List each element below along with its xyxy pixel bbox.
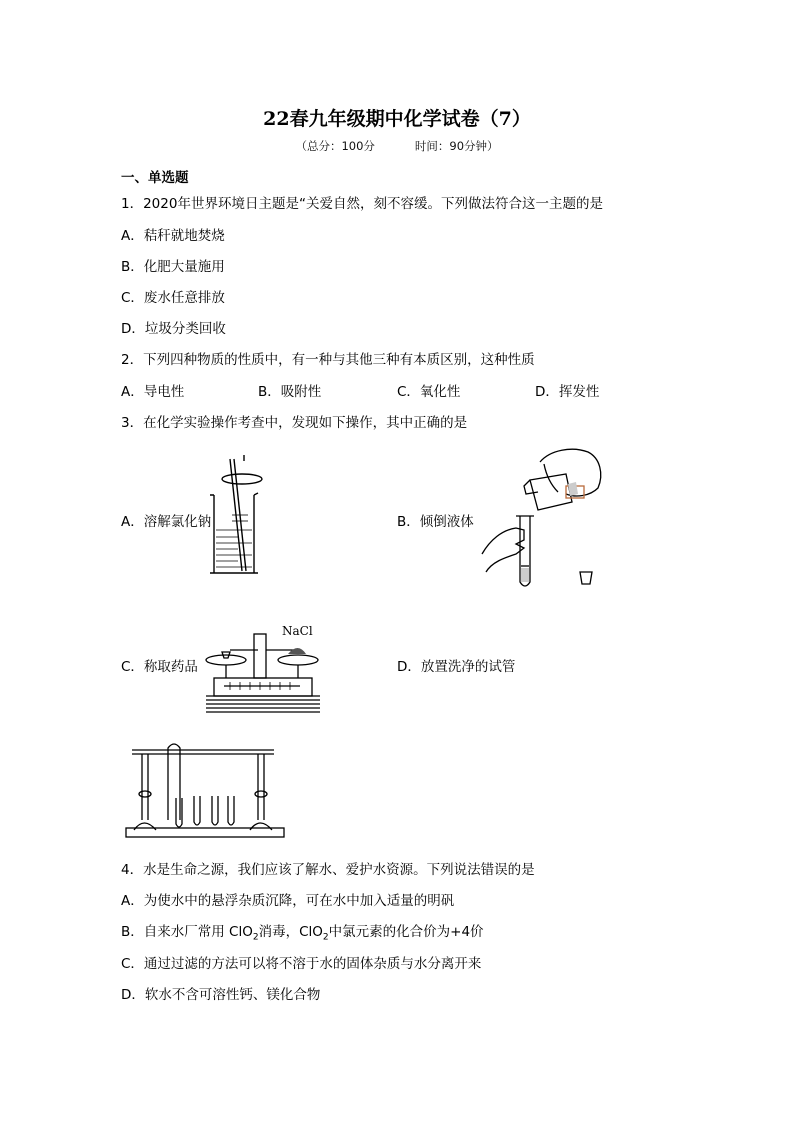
q4-option-b-prefix: B．自来水厂常用 ClO [121,924,253,940]
q4-option-b-middle: 消毒，ClO [258,924,323,940]
q2-option-b: B．吸附性 [258,384,322,400]
q3-option-c: C．称取药品 [121,659,198,675]
q2-option-c: C．氧化性 [397,384,461,400]
subscript-2: 2 [322,932,329,943]
test-tube-rack-figure [124,740,288,840]
subscript-2: 2 [252,932,259,943]
q4-option-c: C．通过过滤的方法可以将不溶于水的固体杂质与水分离开来 [121,956,482,972]
q2-option-a: A．导电性 [121,384,185,400]
q4-option-b-suffix: 中氯元素的化合价为+4价 [328,924,484,940]
q4-option-a: A．为使水中的悬浮杂质沉降，可在水中加入适量的明矾 [121,893,455,909]
q4-option-d: D．软水不含可溶性钙、镁化合物 [121,987,321,1003]
question-4-stem: 4．水是生命之源，我们应该了解水、爱护水资源。下列说法错误的是 [121,862,535,878]
total-score: （总分：100分 [295,139,375,153]
question-2-stem: 2．下列四种物质的性质中，有一种与其他三种有本质区别，这种性质 [121,352,535,368]
q1-option-d: D．垃圾分类回收 [121,321,226,337]
question-1-stem: 1．2020年世界环境日主题是“关爱自然，刻不容缓。下列做法符合这一主题的是 [121,196,603,212]
q3-option-d: D．放置洗净的试管 [397,659,516,675]
pouring-liquid-figure [480,444,610,594]
q1-option-c: C．废水任意排放 [121,290,225,306]
q3-option-b: B．倾倒液体 [397,514,474,530]
section-heading: 一、单选题 [121,170,189,186]
exam-time: 时间：90分钟） [414,139,499,153]
q1-option-a: A．秸秆就地焚烧 [121,228,225,244]
q2-option-d: D．挥发性 [535,384,600,400]
q4-option-b [121,920,484,943]
dissolving-beaker-figure [208,455,272,580]
question-3-stem: 3．在化学实验操作考查中，发现如下操作，其中正确的是 [121,415,468,431]
nacl-label: NaCl [282,624,313,638]
page-title: 22春九年级期中化学试卷（7） [263,108,531,130]
q1-option-b: B．化肥大量施用 [121,259,225,275]
balance-scale-figure [200,620,330,716]
q3-option-a: A．溶解氯化钠 [121,514,212,530]
exam-info [0,138,794,154]
